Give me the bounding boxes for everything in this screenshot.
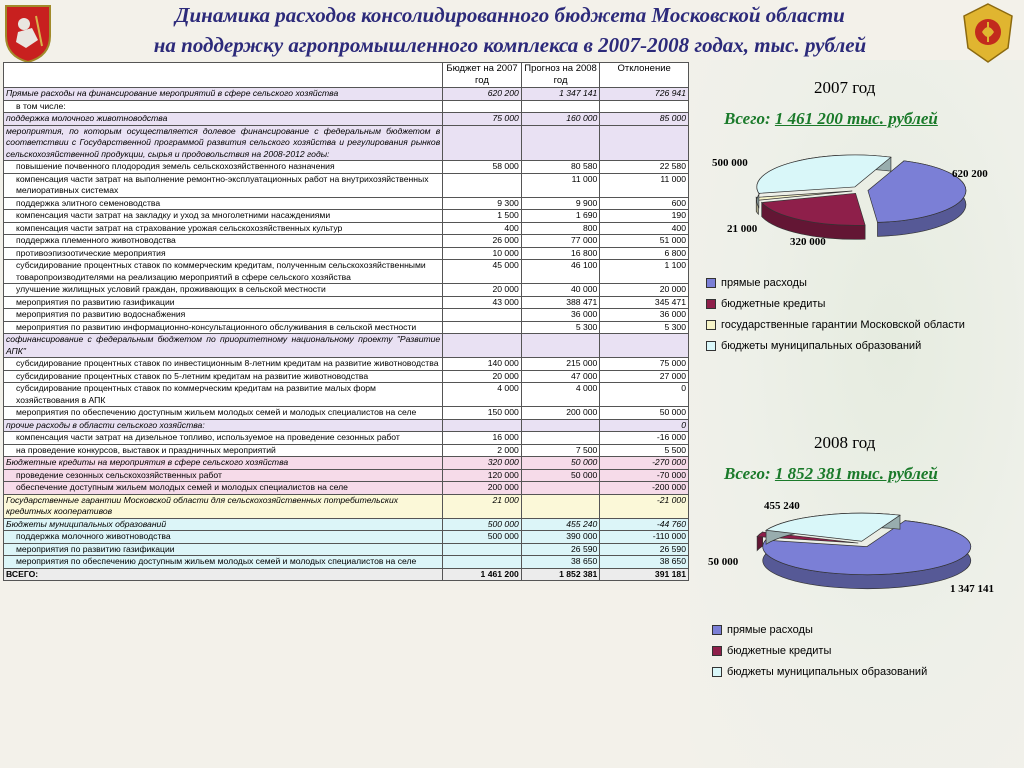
pie-2008-label-direct: 1 347 141 [950, 583, 994, 595]
table-row [4, 543, 689, 556]
row-forecast-2008: 1 852 381 [521, 568, 600, 581]
row-label: поддержка племенного животноводства [4, 235, 443, 248]
row-deviation [600, 334, 689, 358]
row-label: в том числе: [4, 100, 443, 113]
moscow-oblast-coat-of-arms-icon [2, 2, 54, 64]
row-deviation: 22 580 [600, 161, 689, 174]
table-row [4, 100, 689, 113]
table-row [4, 260, 689, 284]
table-header-row [4, 63, 689, 88]
table-row [4, 518, 689, 531]
table-row [4, 284, 689, 297]
header-forecast-2008: Прогноз на 2008 год [521, 63, 600, 88]
pie-2007-title: 2007 год [814, 78, 876, 97]
title-line-2: на поддержку агропромышленного комплекса в 2007-2008 годах, тыс. рублей [153, 33, 867, 57]
legend-item [712, 661, 927, 682]
legend-label: прямые расходы [721, 276, 807, 289]
row-label: противоэпизоотические мероприятия [4, 247, 443, 260]
legend-swatch [706, 320, 716, 330]
row-forecast-2008: 16 800 [521, 247, 600, 260]
row-forecast-2008: 50 000 [521, 469, 600, 482]
legend-item [706, 293, 965, 314]
row-forecast-2008: 5 300 [521, 321, 600, 334]
row-forecast-2008: 40 000 [521, 284, 600, 297]
table-row [4, 173, 689, 197]
row-deviation: 726 941 [600, 88, 689, 101]
row-deviation: 11 000 [600, 173, 689, 197]
table-row [4, 113, 689, 126]
pie-2008-label-municipal: 455 240 [764, 500, 800, 512]
legend-label: прямые расходы [727, 623, 813, 636]
row-forecast-2008: 77 000 [521, 235, 600, 248]
row-label: мероприятия, по которым осуществляется долевое финансирование с федеральным бюджетом в соответствии с Государственной программой развития сельского хозяйства и регулирования рынков сельскохозяйственной продукции, сырья и продовольствия на 2008-2012 годы: [4, 125, 443, 161]
row-deviation: 600 [600, 197, 689, 210]
row-budget-2007: 16 000 [443, 432, 522, 445]
row-budget-2007: 20 000 [443, 370, 522, 383]
legend-label: бюджетные кредиты [721, 297, 826, 310]
row-forecast-2008: 1 690 [521, 210, 600, 223]
row-label: ВСЕГО: [4, 568, 443, 581]
row-budget-2007: 1 500 [443, 210, 522, 223]
table-row [4, 444, 689, 457]
row-forecast-2008: 800 [521, 222, 600, 235]
row-label: мероприятия по обеспечению доступным жильем молодых семей и молодых специалистов на селе [4, 556, 443, 569]
title-line-1: Динамика расходов консолидированного бюджета Московской области [175, 3, 845, 27]
table-row [4, 432, 689, 445]
row-forecast-2008: 200 000 [521, 407, 600, 420]
row-budget-2007 [443, 173, 522, 197]
row-label: Прямые расходы на финансирование мероприятий в сфере сельского хозяйства [4, 88, 443, 101]
row-label: Бюджетные кредиты на мероприятия в сфере сельского хозяйства [4, 457, 443, 470]
row-budget-2007: 75 000 [443, 113, 522, 126]
row-budget-2007 [443, 334, 522, 358]
pie-chart-2007 [740, 150, 980, 250]
row-forecast-2008: 26 590 [521, 543, 600, 556]
pie-2008-legend [712, 619, 927, 682]
table-row [4, 457, 689, 470]
table-row [4, 469, 689, 482]
pie-2007-label-guarantees: 21 000 [727, 223, 758, 235]
row-deviation: 50 000 [600, 407, 689, 420]
table-row [4, 125, 689, 161]
row-deviation [600, 125, 689, 161]
row-forecast-2008: 388 471 [521, 296, 600, 309]
pie-2008-total [724, 464, 938, 484]
row-label: поддержка молочного животноводства [4, 113, 443, 126]
legend-item [712, 619, 927, 640]
table-row [4, 482, 689, 495]
row-deviation: -200 000 [600, 482, 689, 495]
row-label: субсидирование процентных ставок по коммерческим кредитам, полученным сельскохозяйственными товаропроизводителями на реализацию мероприятий в сфере сельского хозяйства [4, 260, 443, 284]
legend-item [706, 272, 965, 293]
pie-2008-total-value: 1 852 381 тыс. рублей [774, 464, 938, 483]
row-label: компенсация части затрат на выполнение ремонтно-эксплуатационных работ на внутрихозяйственных мелиоративных системах [4, 173, 443, 197]
row-forecast-2008: 11 000 [521, 173, 600, 197]
table-row [4, 419, 689, 432]
row-forecast-2008: 160 000 [521, 113, 600, 126]
row-deviation: -21 000 [600, 494, 689, 518]
row-label: мероприятия по развитию водоснабжения [4, 309, 443, 322]
row-deviation: -44 760 [600, 518, 689, 531]
row-deviation: 6 800 [600, 247, 689, 260]
row-label: субсидирование процентных ставок по коммерческим кредитам на развитие малых форм хозяйствования в АПК [4, 383, 443, 407]
legend-swatch [712, 667, 722, 677]
row-deviation: 5 500 [600, 444, 689, 457]
row-deviation: 85 000 [600, 113, 689, 126]
page-title [60, 0, 960, 60]
row-deviation: 0 [600, 383, 689, 407]
pie-2008-label-credits: 50 000 [708, 556, 739, 568]
table-row [4, 370, 689, 383]
row-label: мероприятия по развитию газификации [4, 543, 443, 556]
row-deviation: 400 [600, 222, 689, 235]
legend-label: бюджеты муниципальных образований [721, 339, 922, 352]
row-deviation [600, 100, 689, 113]
row-label: проведение сезонных сельскохозяйственных работ [4, 469, 443, 482]
row-budget-2007 [443, 321, 522, 334]
table-row [4, 531, 689, 544]
row-label: улучшение жилищных условий граждан, проживающих в сельской местности [4, 284, 443, 297]
row-forecast-2008: 390 000 [521, 531, 600, 544]
row-label: повышение почвенного плодородия земель сельскохозяйственного назначения [4, 161, 443, 174]
row-deviation: -110 000 [600, 531, 689, 544]
table-row [4, 296, 689, 309]
table-row [4, 235, 689, 248]
table-row [4, 309, 689, 322]
row-deviation: 5 300 [600, 321, 689, 334]
table-row [4, 334, 689, 358]
legend-swatch [706, 341, 716, 351]
pie-2008-title: 2008 год [814, 433, 876, 452]
row-budget-2007: 150 000 [443, 407, 522, 420]
row-deviation: -70 000 [600, 469, 689, 482]
row-deviation: 38 650 [600, 556, 689, 569]
table-row [4, 88, 689, 101]
row-deviation: 51 000 [600, 235, 689, 248]
row-label: на проведение конкурсов, выставок и праздничных мероприятий [4, 444, 443, 457]
row-budget-2007: 120 000 [443, 469, 522, 482]
row-budget-2007: 500 000 [443, 518, 522, 531]
row-label: Государственные гарантии Московской области для сельскохозяйственных потребительских кредитных кооперативов [4, 494, 443, 518]
row-budget-2007: 200 000 [443, 482, 522, 495]
table-row [4, 210, 689, 223]
row-forecast-2008: 38 650 [521, 556, 600, 569]
row-forecast-2008: 9 900 [521, 197, 600, 210]
row-label: Бюджеты муниципальных образований [4, 518, 443, 531]
row-budget-2007 [443, 419, 522, 432]
table-row [4, 197, 689, 210]
table-row [4, 494, 689, 518]
row-forecast-2008 [521, 419, 600, 432]
row-forecast-2008 [521, 100, 600, 113]
table-row [4, 358, 689, 371]
row-budget-2007: 4 000 [443, 383, 522, 407]
row-forecast-2008 [521, 432, 600, 445]
row-forecast-2008: 455 240 [521, 518, 600, 531]
row-label: субсидирование процентных ставок по 5-летним кредитам на развитие животноводства [4, 370, 443, 383]
row-budget-2007: 43 000 [443, 296, 522, 309]
row-budget-2007 [443, 309, 522, 322]
pie-chart-2008 [740, 508, 980, 598]
row-deviation: 0 [600, 419, 689, 432]
row-budget-2007: 26 000 [443, 235, 522, 248]
row-label: поддержка элитного семеноводства [4, 197, 443, 210]
pie-2007-total [724, 109, 938, 129]
pie-2007-total-value: 1 461 200 тыс. рублей [774, 109, 938, 128]
row-deviation: 36 000 [600, 309, 689, 322]
row-budget-2007: 1 461 200 [443, 568, 522, 581]
legend-label: бюджеты муниципальных образований [727, 665, 928, 678]
header-label [4, 63, 443, 88]
header-deviation: Отклонение [600, 63, 689, 88]
row-budget-2007: 58 000 [443, 161, 522, 174]
legend-swatch [706, 278, 716, 288]
row-deviation: 27 000 [600, 370, 689, 383]
table-row [4, 321, 689, 334]
pie-slice-top [757, 155, 891, 193]
pie-2007-total-prefix: Всего: [724, 109, 771, 128]
pie-2007-legend [706, 272, 965, 356]
legend-swatch [706, 299, 716, 309]
row-label: компенсация части затрат на закладку и уход за многолетними насаждениями [4, 210, 443, 223]
row-budget-2007: 400 [443, 222, 522, 235]
row-forecast-2008 [521, 125, 600, 161]
pie-2007-label-municipal: 500 000 [712, 157, 748, 169]
row-forecast-2008: 215 000 [521, 358, 600, 371]
row-forecast-2008: 50 000 [521, 457, 600, 470]
legend-item [706, 335, 965, 356]
row-budget-2007 [443, 543, 522, 556]
legend-item [712, 640, 927, 661]
row-label: обеспечение доступным жильем молодых семей и молодых специалистов на селе [4, 482, 443, 495]
row-budget-2007: 620 200 [443, 88, 522, 101]
row-forecast-2008 [521, 482, 600, 495]
row-forecast-2008: 47 000 [521, 370, 600, 383]
row-deviation: 26 590 [600, 543, 689, 556]
row-budget-2007: 21 000 [443, 494, 522, 518]
row-label: мероприятия по обеспечению доступным жильем молодых семей и молодых специалистов на селе [4, 407, 443, 420]
table-row [4, 222, 689, 235]
pie-2007-label-credits: 320 000 [790, 236, 826, 248]
row-label: мероприятия по развитию газификации [4, 296, 443, 309]
pie-slice [762, 193, 865, 239]
row-forecast-2008: 4 000 [521, 383, 600, 407]
table-row [4, 568, 689, 581]
table-row [4, 247, 689, 260]
pie-2008-total-prefix: Всего: [724, 464, 771, 483]
row-deviation: 1 100 [600, 260, 689, 284]
table-row [4, 407, 689, 420]
row-deviation: 190 [600, 210, 689, 223]
legend-swatch [712, 646, 722, 656]
legend-label: государственные гарантии Московской области [721, 318, 965, 331]
row-label: компенсация части затрат на страхование урожая сельскохозяйственных культур [4, 222, 443, 235]
legend-swatch [712, 625, 722, 635]
row-budget-2007: 20 000 [443, 284, 522, 297]
row-label: субсидирование процентных ставок по инвестиционным 8-летним кредитам на развитие животноводства [4, 358, 443, 371]
row-label: компенсация части затрат на дизельное топливо, используемое на проведение сезонных работ [4, 432, 443, 445]
row-forecast-2008: 1 347 141 [521, 88, 600, 101]
row-forecast-2008: 7 500 [521, 444, 600, 457]
row-budget-2007: 45 000 [443, 260, 522, 284]
row-forecast-2008 [521, 494, 600, 518]
legend-item [706, 314, 965, 335]
row-budget-2007 [443, 125, 522, 161]
row-budget-2007: 500 000 [443, 531, 522, 544]
header-budget-2007: Бюджет на 2007 год [443, 63, 522, 88]
row-deviation: 345 471 [600, 296, 689, 309]
row-label: прочие расходы в области сельского хозяйства: [4, 419, 443, 432]
table-row [4, 383, 689, 407]
row-budget-2007: 9 300 [443, 197, 522, 210]
row-forecast-2008: 36 000 [521, 309, 600, 322]
ministry-emblem-icon [962, 2, 1014, 64]
table-row [4, 556, 689, 569]
row-label: софинансирование с федеральным бюджетом по приоритетному национальному проекту "Развитие АПК" [4, 334, 443, 358]
row-label: поддержка молочного животноводства [4, 531, 443, 544]
row-budget-2007: 140 000 [443, 358, 522, 371]
row-budget-2007 [443, 100, 522, 113]
row-label: мероприятия по развитию информационно-консультационного обслуживания в сельской местности [4, 321, 443, 334]
row-deviation: -270 000 [600, 457, 689, 470]
legend-label: бюджетные кредиты [727, 644, 832, 657]
budget-table [3, 62, 689, 581]
row-forecast-2008: 46 100 [521, 260, 600, 284]
row-deviation: 75 000 [600, 358, 689, 371]
row-deviation: 391 181 [600, 568, 689, 581]
row-budget-2007: 10 000 [443, 247, 522, 260]
row-budget-2007: 2 000 [443, 444, 522, 457]
row-budget-2007 [443, 556, 522, 569]
row-deviation: 20 000 [600, 284, 689, 297]
table-row [4, 161, 689, 174]
row-deviation: -16 000 [600, 432, 689, 445]
pie-2007-label-direct: 620 200 [952, 168, 988, 180]
row-budget-2007: 320 000 [443, 457, 522, 470]
row-forecast-2008 [521, 334, 600, 358]
row-forecast-2008: 80 580 [521, 161, 600, 174]
